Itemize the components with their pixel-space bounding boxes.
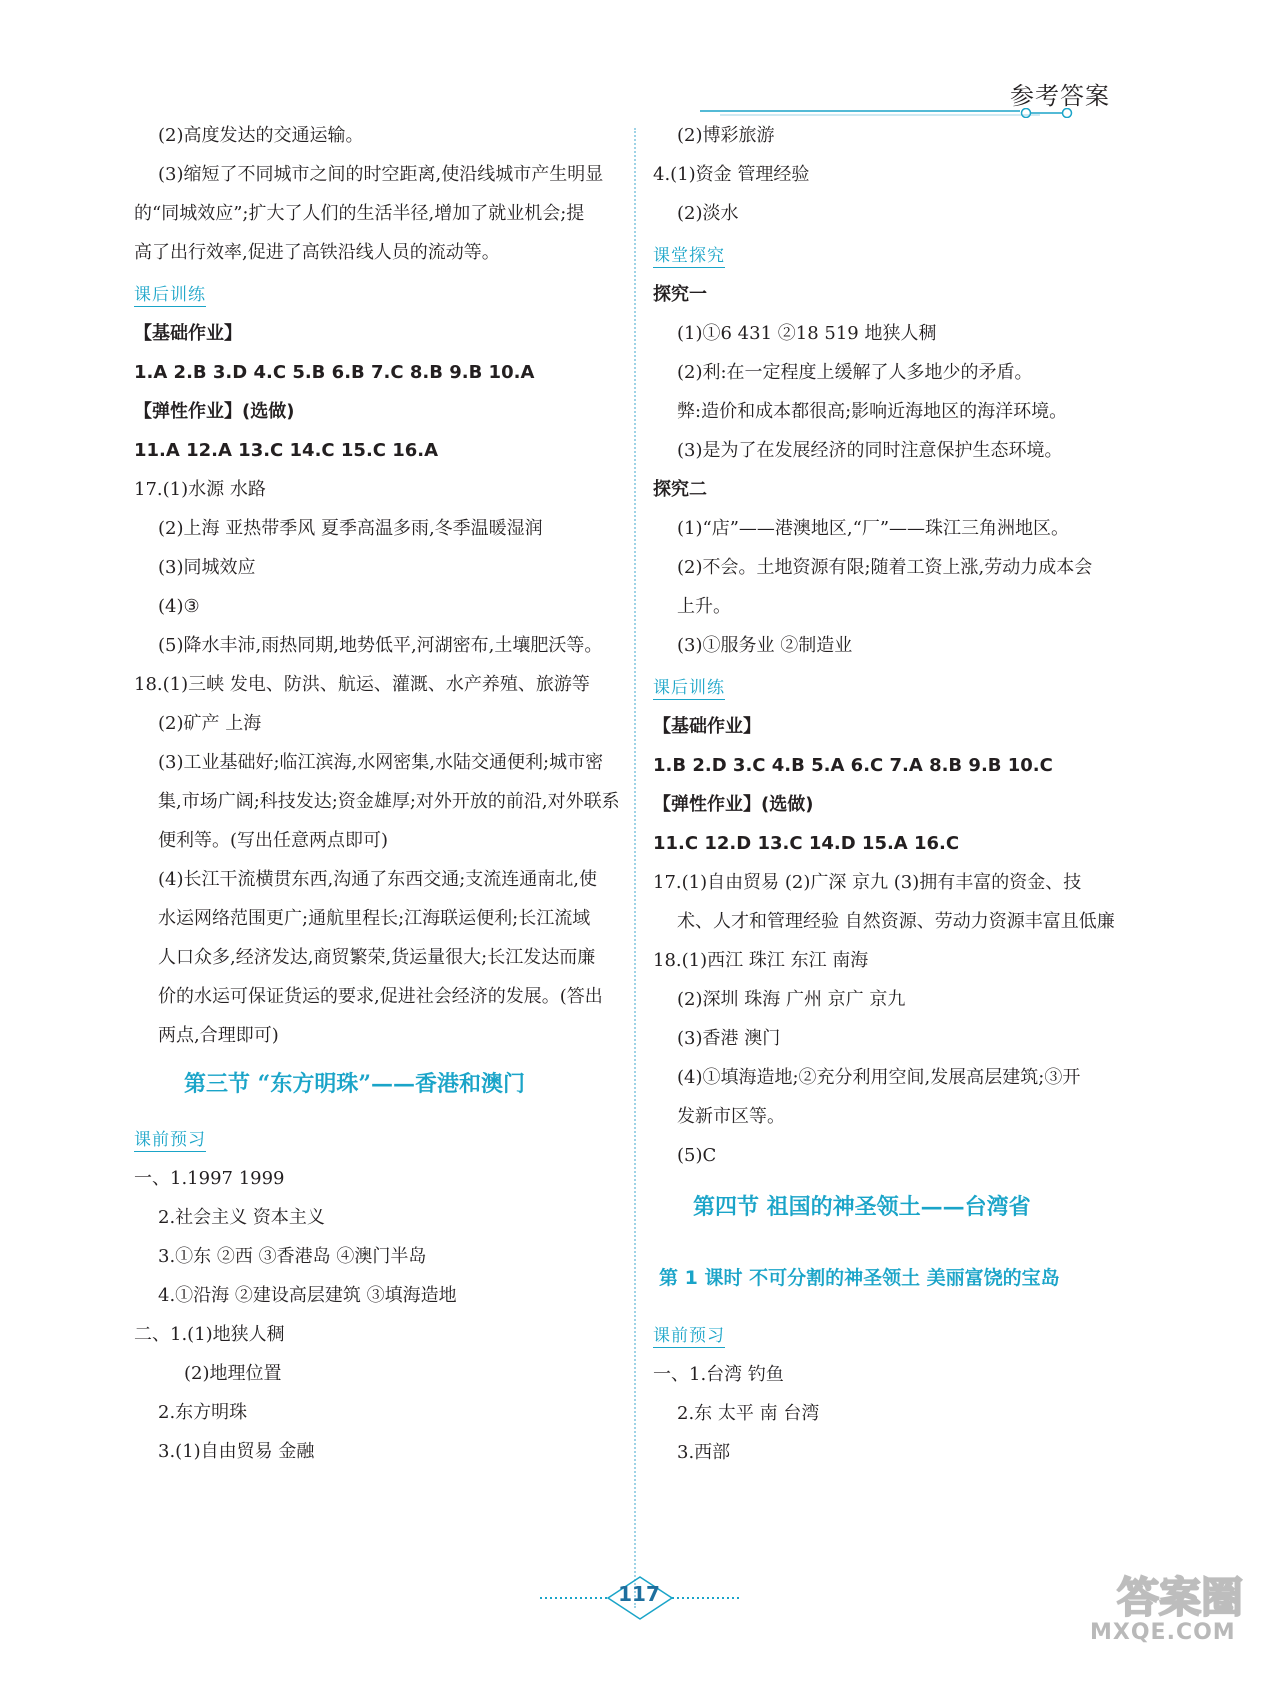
section-tag-preview: 课前预习 [653, 1326, 725, 1346]
answer-line: 17.(1)水源 水路 [134, 479, 266, 500]
page-number: 117 [618, 1582, 660, 1606]
answer-line: (5)C [677, 1145, 717, 1166]
answer-line: (2)高度发达的交通运输。 [158, 125, 364, 146]
answer-line: 便利等。(写出任意两点即可) [158, 830, 389, 851]
answer-line: 水运网络范围更广;通航里程长;江海联运便利;长江流域 [158, 908, 591, 929]
answer-key-line: 11.A 12.A 13.C 14.C 15.C 16.A [134, 440, 439, 461]
subheading-explore-2: 探究二 [653, 479, 707, 500]
column-divider [634, 128, 636, 1608]
header-title: 参考答案 [1010, 82, 1110, 110]
answer-line: 两点,合理即可) [158, 1025, 279, 1046]
answer-line: (3)是为了在发展经济的同时注意保护生态环境。 [677, 440, 1063, 461]
answer-line: 人口众多,经济发达,商贸繁荣,货运量很大;长江发达而廉 [158, 947, 596, 968]
answer-line: (2)利:在一定程度上缓解了人多地少的矛盾。 [677, 362, 1033, 383]
answer-line: 弊:造价和成本都很高;影响近海地区的海洋环境。 [677, 401, 1068, 422]
svg-text:答案圈: 答案圈 [1116, 1573, 1244, 1622]
answer-line: 3.(1)自由贸易 金融 [158, 1441, 315, 1462]
answer-line: (3)缩短了不同城市之间的时空距离,使沿线城市产生明显 [158, 164, 604, 185]
section-tag-homework: 课后训练 [653, 678, 725, 698]
answer-line: 术、人才和管理经验 自然资源、劳动力资源丰富且低廉 [677, 911, 1115, 932]
answer-key-line: 1.A 2.B 3.D 4.C 5.B 6.B 7.C 8.B 9.B 10.A [134, 362, 535, 383]
answer-line: 发新市区等。 [677, 1106, 785, 1127]
answer-line: (3)同城效应 [158, 557, 256, 578]
answer-line: (2)不会。土地资源有限;随着工资上涨,劳动力成本会 [677, 557, 1093, 578]
answer-line: 价的水运可保证货运的要求,促进社会经济的发展。(答出 [158, 986, 603, 1007]
watermark-text: MXQE.COM [1090, 1620, 1236, 1645]
answer-line: (3)工业基础好;临江滨海,水网密集,水陆交通便利;城市密 [158, 752, 604, 773]
answer-line: 二、1.(1)地狭人稠 [134, 1324, 285, 1345]
answer-line: (2)深圳 珠海 广州 京广 京九 [677, 989, 906, 1010]
section-tag-homework: 课后训练 [134, 285, 206, 305]
header-decoration [700, 108, 1100, 118]
answer-line: (2)博彩旅游 [677, 125, 775, 146]
subheading-basic: 【基础作业】 [653, 716, 761, 737]
answer-key-line: 1.B 2.D 3.C 4.B 5.A 6.C 7.A 8.B 9.B 10.C [653, 755, 1053, 776]
subheading-elastic: 【弹性作业】(选做) [653, 794, 814, 815]
section-tag-preview: 课前预习 [134, 1130, 206, 1150]
answer-line: 一、1.台湾 钓鱼 [653, 1364, 784, 1385]
subheading-explore-1: 探究一 [653, 284, 707, 305]
section-tag-classroom: 课堂探究 [653, 246, 725, 266]
subheading-basic: 【基础作业】 [134, 323, 242, 344]
answer-line: 17.(1)自由贸易 (2)广深 京九 (3)拥有丰富的资金、技 [653, 872, 1082, 893]
answer-line: (3)①服务业 ②制造业 [677, 635, 853, 656]
answer-line: 2.东方明珠 [158, 1402, 248, 1423]
answer-line: (2)上海 亚热带季风 夏季高温多雨,冬季温暖湿润 [158, 518, 543, 539]
answer-line: 集,市场广阔;科技发达;资金雄厚;对外开放的前沿,对外联系 [158, 791, 620, 812]
answer-line: (1)“店”——港澳地区,“厂”——珠江三角洲地区。 [677, 518, 1070, 539]
answer-line: (5)降水丰沛,雨热同期,地势低平,河湖密布,土壤肥沃等。 [158, 635, 603, 656]
answer-line: (1)①6 431 ②18 519 地狭人稠 [677, 323, 937, 344]
lesson-title: 第 1 课时 不可分割的神圣领土 美丽富饶的宝岛 [659, 1267, 1060, 1289]
section-title-taiwan: 第四节 祖国的神圣领土——台湾省 [693, 1194, 1031, 1220]
answer-line: (2)淡水 [677, 203, 739, 224]
answer-key-line: 11.C 12.D 13.C 14.D 15.A 16.C [653, 833, 960, 854]
answer-line: 一、1.1997 1999 [134, 1168, 285, 1189]
answer-line: 高了出行效率,促进了高铁沿线人员的流动等。 [134, 242, 500, 263]
answer-line: (3)香港 澳门 [677, 1028, 781, 1049]
answer-line: (4)③ [158, 596, 200, 617]
answer-line: (4)①填海造地;②充分利用空间,发展高层建筑;③开 [677, 1067, 1081, 1088]
answer-line: 18.(1)三峡 发电、防洪、航运、灌溉、水产养殖、旅游等 [134, 674, 590, 695]
answer-line: 的“同城效应”;扩大了人们的生活半径,增加了就业机会;提 [134, 203, 585, 224]
answer-line: 3.西部 [677, 1442, 731, 1463]
section-title-hk-macau: 第三节 “东方明珠”——香港和澳门 [184, 1071, 525, 1097]
answer-line: 4.①沿海 ②建设高层建筑 ③填海造地 [158, 1285, 457, 1306]
answer-line: 2.社会主义 资本主义 [158, 1207, 325, 1228]
subheading-elastic: 【弹性作业】(选做) [134, 401, 295, 422]
answer-line: 上升。 [677, 596, 731, 617]
watermark-logo [1100, 1568, 1260, 1624]
answer-line: 18.(1)西江 珠江 东江 南海 [653, 950, 869, 971]
answer-line: (2)地理位置 [184, 1363, 282, 1384]
answer-line: 3.①东 ②西 ③香港岛 ④澳门半岛 [158, 1246, 427, 1267]
answer-line: 4.(1)资金 管理经验 [653, 164, 810, 185]
answer-line: 2.东 太平 南 台湾 [677, 1403, 820, 1424]
answer-line: (2)矿产 上海 [158, 713, 262, 734]
answer-line: (4)长江干流横贯东西,沟通了东西交通;支流连通南北,使 [158, 869, 598, 890]
